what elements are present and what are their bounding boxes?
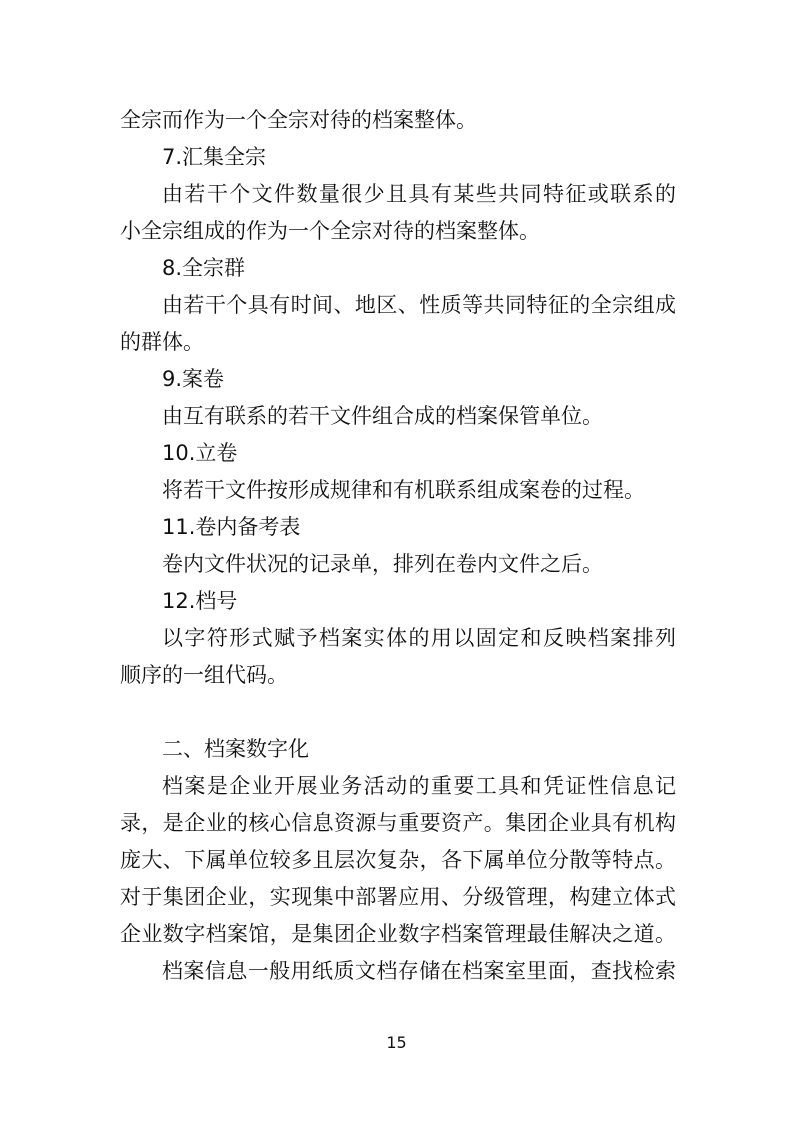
text-line: 全宗而作为一个全宗对待的档案整体。: [120, 108, 477, 132]
text-line: 卷内文件状况的记录单，排列在卷内文件之后。: [162, 552, 603, 576]
item-heading-8: 8.全宗群: [162, 256, 246, 280]
text-line: 将若干文件按形成规律和有机联系组成案卷的过程。: [162, 478, 645, 502]
item-heading-7: 7.汇集全宗: [162, 145, 267, 169]
page-number: 15: [386, 1033, 407, 1052]
text-line: 的群体。: [120, 330, 204, 354]
text-line: 由若干个文件数量很少且具有某些共同特征或联系的: [162, 182, 676, 206]
text-line: 录，是企业的核心信息资源与重要资产。集团企业具有机构: [120, 811, 676, 835]
text-line: 档案信息一般用纸质文档存储在档案室里面，查找检索: [162, 959, 676, 983]
item-heading-9: 9.案卷: [162, 367, 225, 391]
item-heading-10: 10.立卷: [162, 441, 238, 465]
text-line: 由互有联系的若干文件组合成的档案保管单位。: [162, 404, 603, 428]
text-line: 档案是企业开展业务活动的重要工具和凭证性信息记: [162, 774, 676, 798]
text-line: 企业数字档案馆，是集团企业数字档案管理最佳解决之道。: [120, 922, 676, 946]
text-line: 小全宗组成的作为一个全宗对待的档案整体。: [120, 219, 540, 243]
item-heading-11: 11.卷内备考表: [162, 515, 301, 539]
text-line: 以字符形式赋予档案实体的用以固定和反映档案排列: [162, 626, 676, 650]
text-line: 由若干个具有时间、地区、性质等共同特征的全宗组成: [162, 293, 676, 317]
text-line: 庞大、下属单位较多且层次复杂，各下属单位分散等特点。: [120, 848, 676, 872]
text-line: 对于集团企业，实现集中部署应用、分级管理，构建立体式: [120, 885, 676, 909]
item-heading-12: 12.档号: [162, 589, 238, 613]
text-line: 顺序的一组代码。: [120, 663, 288, 687]
section-heading: 二、档案数字化: [162, 737, 309, 761]
